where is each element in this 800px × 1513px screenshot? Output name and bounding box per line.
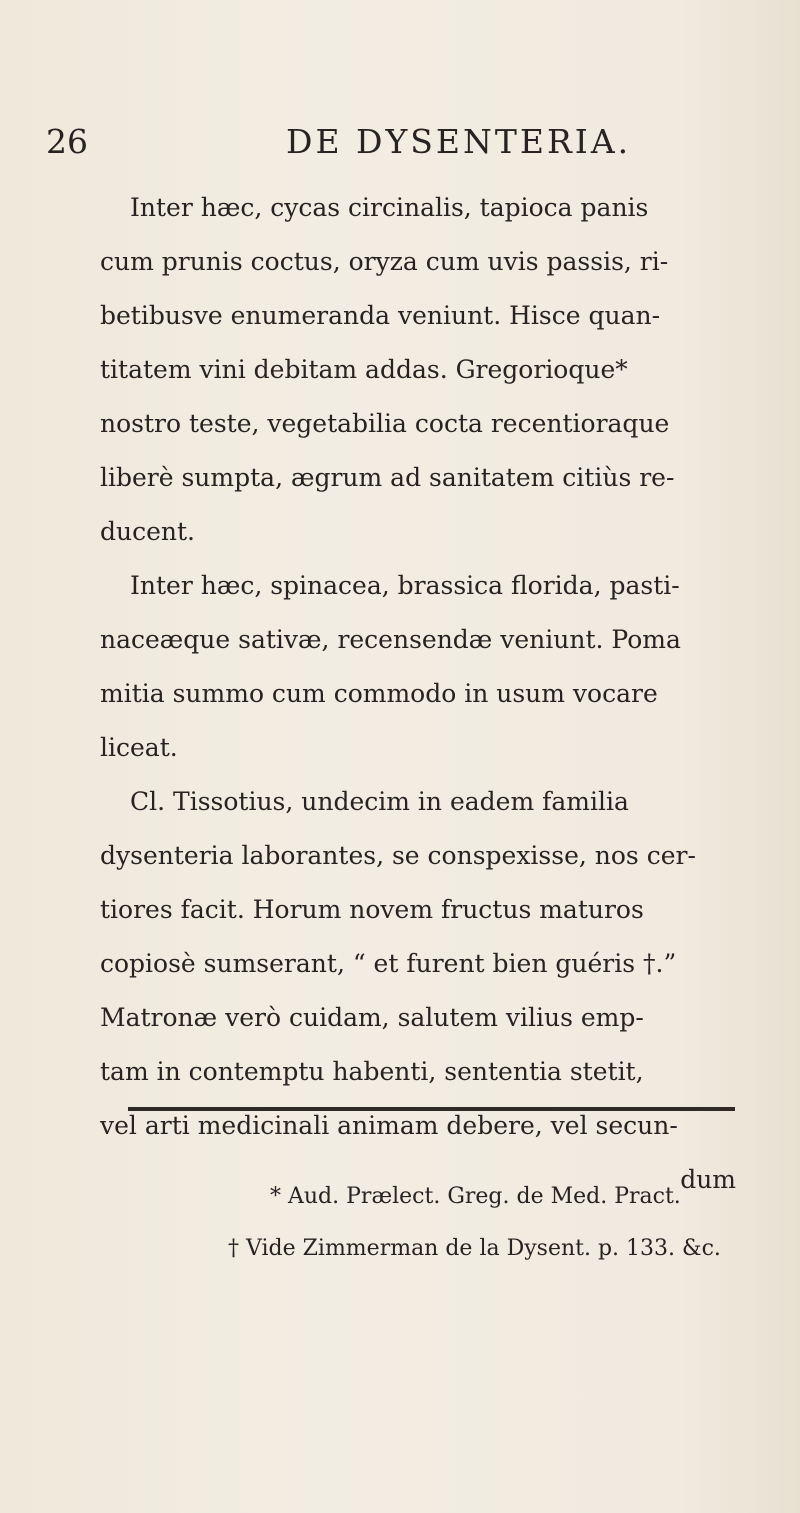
text-line: Cl. Tissotius, undecim in eadem familia (130, 787, 629, 816)
text-line: vel arti medicinali animam debere, vel secun- (100, 1111, 678, 1140)
footnote-1: * Aud. Prælect. Greg. de Med. Pract. (270, 1184, 681, 1209)
text-line: nostro teste, vegetabilia cocta recentioraque (100, 409, 670, 438)
text-line: titatem vini debitam addas. Gregorioque* (100, 355, 628, 384)
running-title: DE DYSENTERIA. (286, 122, 632, 161)
page-header (0, 122, 800, 172)
text-line: Matronæ verò cuidam, salutem vilius emp- (100, 1003, 644, 1032)
text-line: tiores facit. Horum novem fructus maturos (100, 895, 644, 924)
text-line: mitia summo cum commodo in usum vocare (100, 679, 658, 708)
page-number: 26 (46, 122, 88, 161)
footnote-divider (128, 1107, 735, 1111)
text-line: betibusve enumeranda veniunt. Hisce quan- (100, 301, 661, 330)
text-line: Inter hæc, spinacea, brassica florida, pasti- (130, 571, 680, 600)
text-line: tam in contemptu habenti, sententia stetit, (100, 1057, 644, 1086)
text-line: cum prunis coctus, oryza cum uvis passis, ri- (100, 247, 669, 276)
text-line: liceat. (100, 733, 178, 762)
text-line: liberè sumpta, ægrum ad sanitatem citiùs re- (100, 463, 675, 492)
catchword: dum (680, 1165, 736, 1194)
text-line: copiosè sumserant, “ et furent bien guéris †.” (100, 949, 677, 978)
text-line: dysenteria laborantes, se conspexisse, nos cer- (100, 841, 696, 870)
text-line: ducent. (100, 517, 195, 546)
text-line: Inter hæc, cycas circinalis, tapioca panis (130, 193, 649, 222)
footnote-2: † Vide Zimmerman de la Dysent. p. 133. &c. (228, 1236, 721, 1261)
text-line: naceæque sativæ, recensendæ veniunt. Poma (100, 625, 681, 654)
